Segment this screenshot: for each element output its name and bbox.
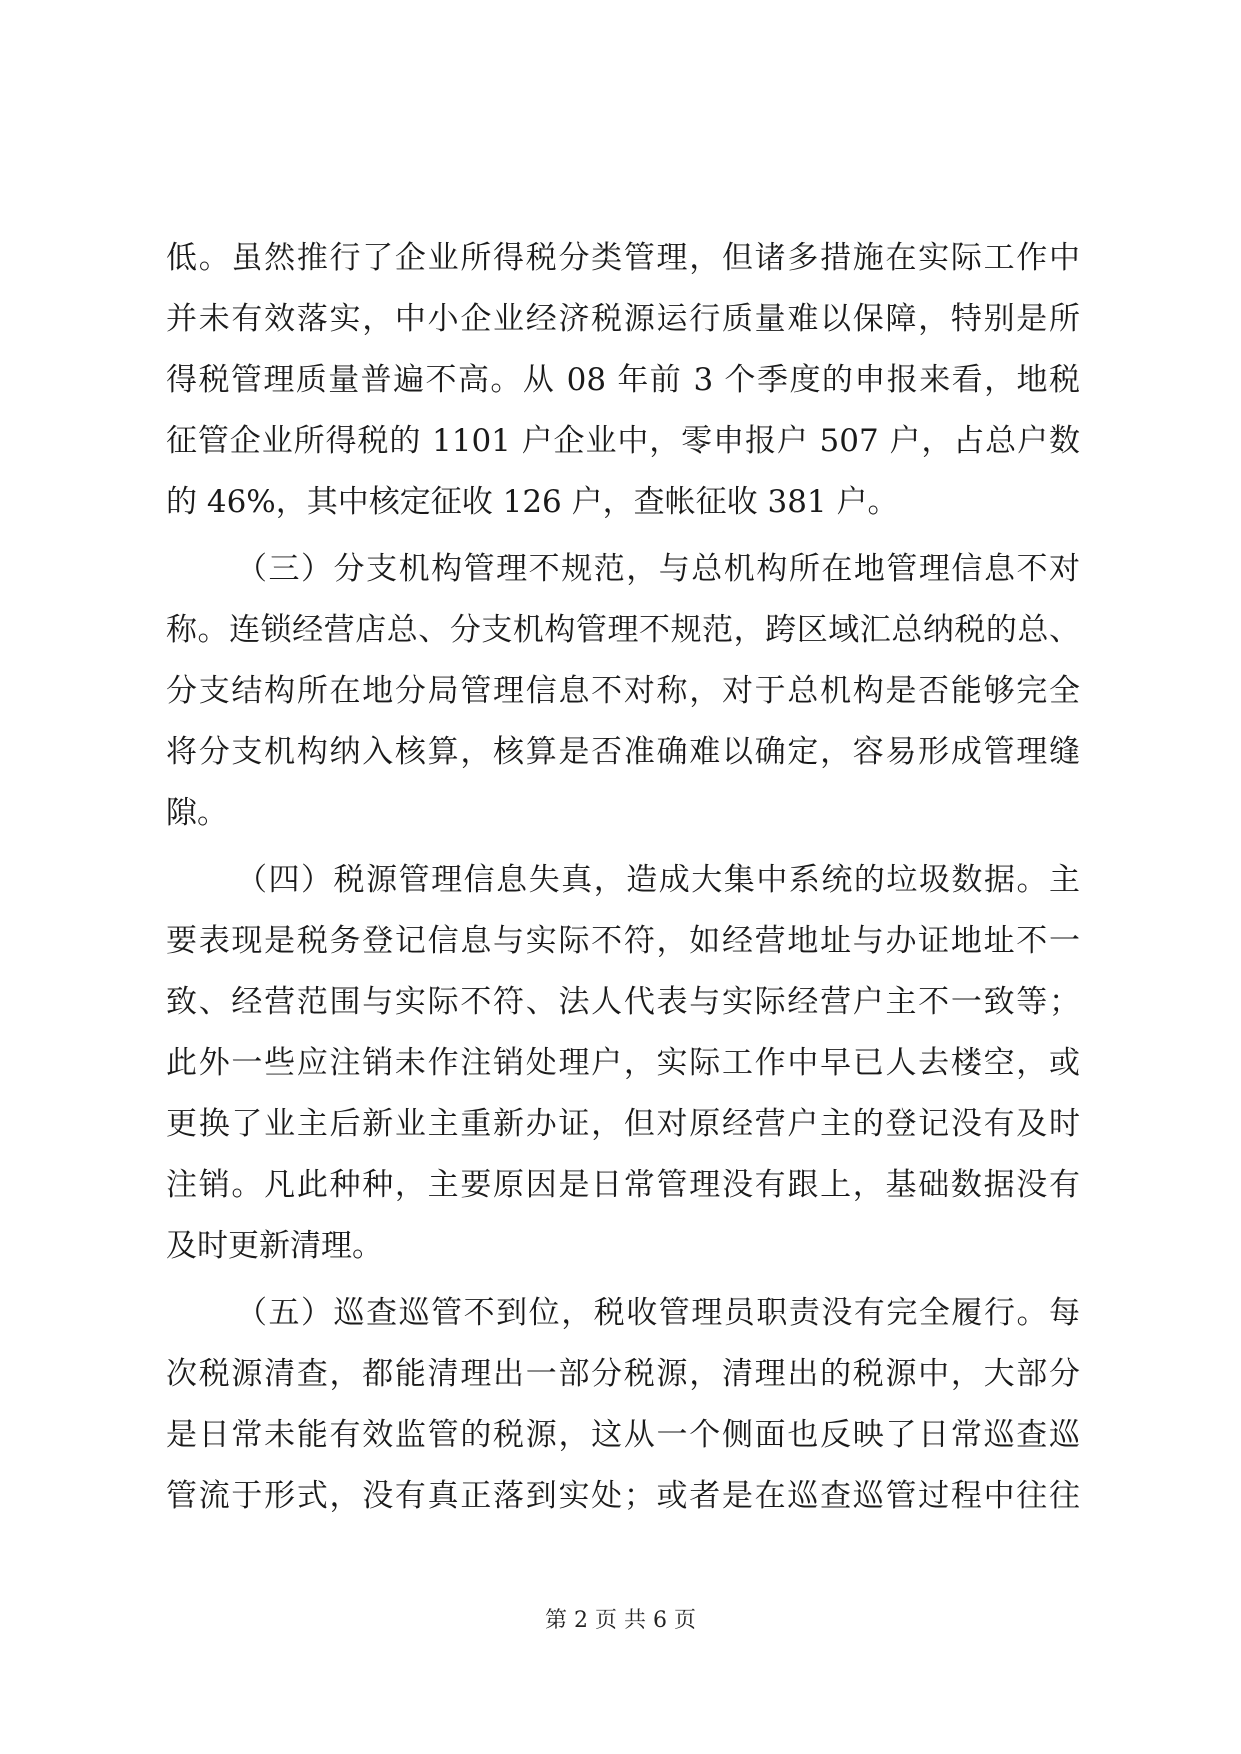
text-line: 隙。 [166,795,228,831]
paragraph-heading-line: （五）巡查巡管不到位，税收管理员职责没有完全履行。每 [236,1295,1080,1331]
text-line: 次税源清查，都能清理出一部分税源，清理出的税源中，大部分 [166,1356,1080,1392]
text-line: 更换了业主后新业主重新办证，但对原经营户主的登记没有及时 [166,1106,1080,1142]
text-line: 的 46%，其中核定征收 126 户，查帐征收 381 户。 [166,484,899,520]
text-line: 低。虽然推行了企业所得税分类管理，但诸多措施在实际工作中 [166,240,1080,276]
paragraph-heading-line: （三）分支机构管理不规范，与总机构所在地管理信息不对 [236,551,1080,587]
text-line: 致、经营范围与实际不符、法人代表与实际经营户主不一致等； [166,984,1080,1020]
text-line: 及时更新清理。 [166,1228,383,1264]
text-line: 此外一些应注销未作注销处理户，实际工作中早已人去楼空，或 [166,1045,1080,1081]
text-line: 是日常未能有效监管的税源，这从一个侧面也反映了日常巡查巡 [166,1417,1080,1453]
page-footer: 第 2 页 共 6 页 [545,1608,696,1633]
text-line: 注销。凡此种种，主要原因是日常管理没有跟上，基础数据没有 [166,1167,1080,1203]
text-line: 管流于形式，没有真正落到实处；或者是在巡查巡管过程中往往 [166,1478,1080,1514]
text-line: 要表现是税务登记信息与实际不符，如经营地址与办证地址不一 [166,923,1080,959]
text-line: 称。连锁经营店总、分支机构管理不规范，跨区域汇总纳税的总、 [166,612,1080,648]
paragraph-heading-line: （四）税源管理信息失真，造成大集中系统的垃圾数据。主 [236,862,1080,898]
text-line: 分支结构所在地分局管理信息不对称，对于总机构是否能够完全 [166,673,1080,709]
text-line: 将分支机构纳入核算，核算是否准确难以确定，容易形成管理缝 [166,734,1080,770]
text-line: 并未有效落实，中小企业经济税源运行质量难以保障，特别是所 [166,301,1080,337]
text-line: 征管企业所得税的 1101 户企业中，零申报户 507 户，占总户数 [166,423,1080,459]
text-line: 得税管理质量普遍不高。从 08 年前 3 个季度的申报来看，地税 [166,362,1080,398]
